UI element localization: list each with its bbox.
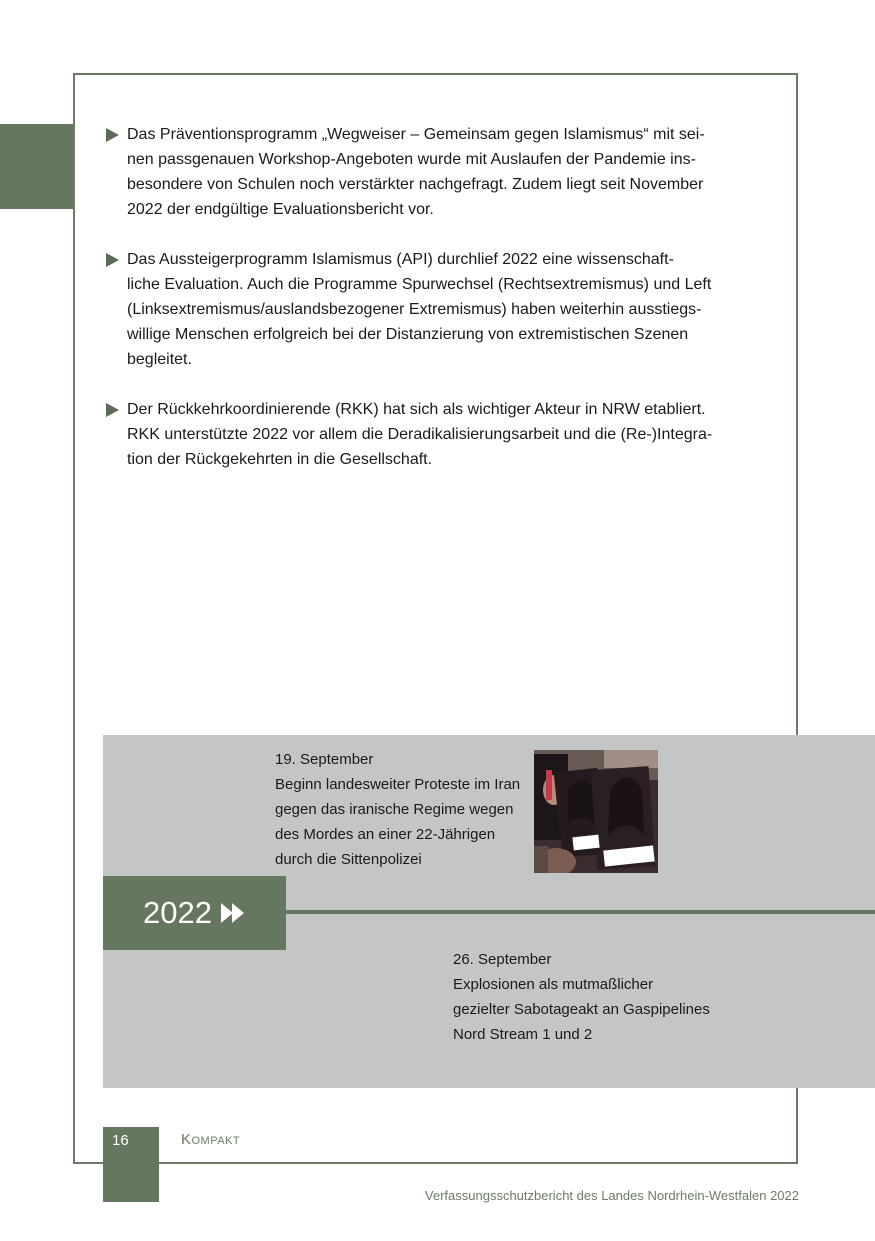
text-line: 2022 der endgültige Evaluationsbericht vor. <box>127 201 434 218</box>
triangle-bullet-icon <box>106 403 119 417</box>
event-text: gegen das iranische Regime wegen <box>275 801 514 818</box>
timeline-event <box>453 947 710 1047</box>
timeline-rule <box>286 910 875 914</box>
page-number-box <box>103 1127 159 1202</box>
bullet-text <box>127 247 711 372</box>
bullet-item <box>106 122 771 222</box>
event-text: durch die Sittenpolizei <box>275 851 422 868</box>
fast-forward-icon <box>220 902 246 924</box>
bullet-item <box>106 397 771 472</box>
text-line: liche Evaluation. Auch die Programme Spurwechsel (Rechtsextremismus) und Left <box>127 276 712 293</box>
text-line: Das Präventionsprogramm „Wegweiser – Gemeinsam gegen Islamismus“ mit sei- <box>127 126 705 143</box>
text-line: (Linksextremismus/auslandsbezogener Extremismus) haben weiterhin ausstiegs- <box>127 301 702 318</box>
triangle-bullet-icon <box>106 128 119 142</box>
bullet-text <box>127 122 705 222</box>
timeline-panel <box>103 735 875 1088</box>
text-line: willige Menschen erfolgreich bei der Distanzierung von extremistischen Szenen <box>127 326 689 343</box>
event-date: 26. September <box>453 951 552 968</box>
section-label: Kompakt <box>181 1131 241 1148</box>
text-line: besondere von Schulen noch verstärkter nachgefragt. Zudem liegt seit November <box>127 176 704 193</box>
event-text: des Mordes an einer 22-Jährigen <box>275 826 496 843</box>
text-line: tion der Rückgekehrten in die Gesellschaft. <box>127 451 433 468</box>
year-label: 2022 <box>143 895 212 930</box>
page-number: 16 <box>112 1132 129 1149</box>
bullet-list <box>106 122 771 497</box>
year-marker <box>103 876 286 950</box>
text-line: Der Rückkehrkoordinierende (RKK) hat sich als wichtiger Akteur in NRW etabliert. <box>127 401 706 418</box>
event-text: Explosionen als mutmaßlicher <box>453 976 654 993</box>
text-line: RKK unterstützte 2022 vor allem die Deradikalisierungsarbeit und die (Re-)Integra- <box>127 426 713 443</box>
triangle-bullet-icon <box>106 253 119 267</box>
event-text: Nord Stream 1 und 2 <box>453 1026 593 1043</box>
text-line: nen passgenauen Workshop-Angeboten wurde mit Auslaufen der Pandemie ins- <box>127 151 696 168</box>
protest-photo <box>534 750 658 873</box>
event-date: 19. September <box>275 751 374 768</box>
text-line: Das Aussteigerprogramm Islamismus (API) durchlief 2022 eine wissenschaft- <box>127 251 674 268</box>
event-text: gezielter Sabotageakt an Gaspipelines <box>453 1001 710 1018</box>
timeline-event <box>275 747 520 872</box>
bullet-item <box>106 247 771 372</box>
bullet-text <box>127 397 712 472</box>
footer-text: Verfassungsschutzbericht des Landes Nordrhein-Westfalen 2022 <box>424 1188 799 1203</box>
text-line: begleitet. <box>127 351 192 368</box>
event-text: Beginn landesweiter Proteste im Iran <box>275 776 521 793</box>
side-tab <box>0 124 73 209</box>
